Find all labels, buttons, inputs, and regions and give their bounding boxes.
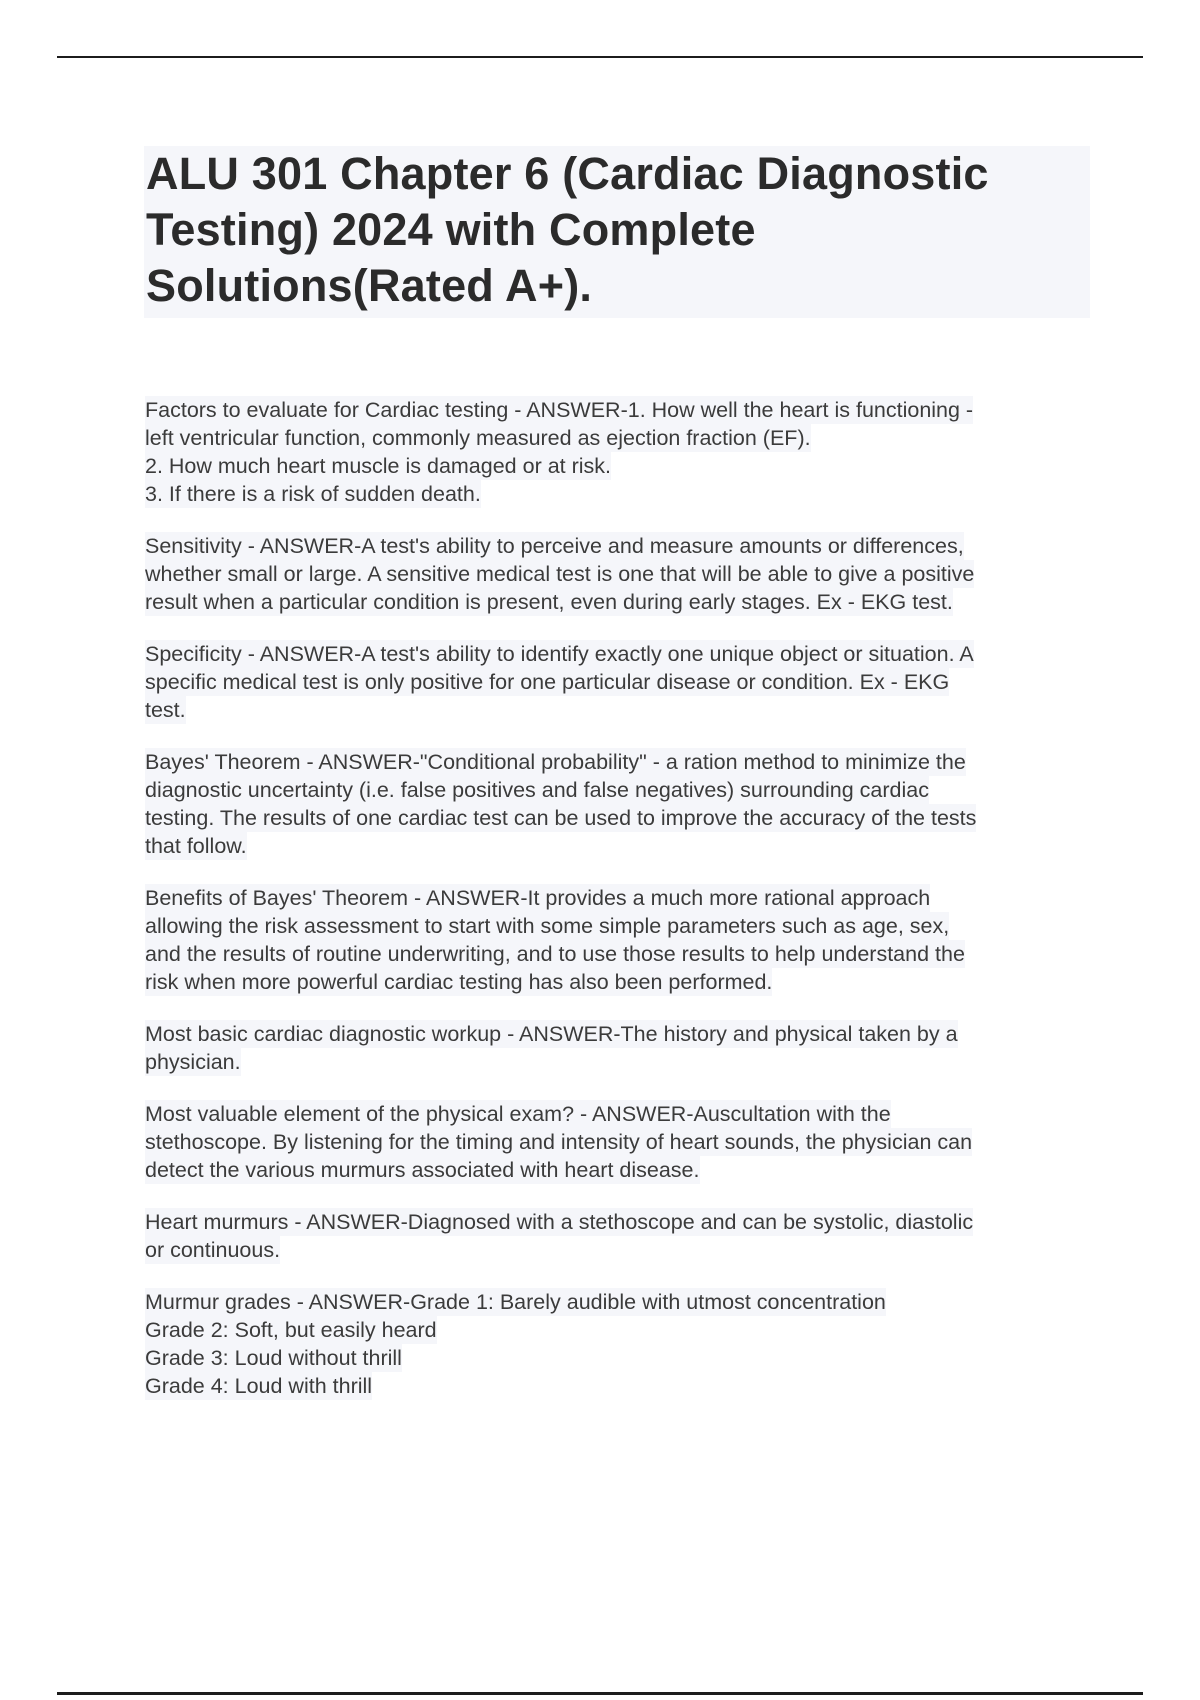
qa-entry-physical-exam [145, 1100, 1090, 1184]
qa-entry-murmur-grades [145, 1288, 1090, 1400]
qa-line: or continuous. [145, 1238, 281, 1262]
qa-line: stethoscope. By listening for the timing and intensity of heart sounds, the physician can [145, 1130, 973, 1154]
qa-line: risk when more powerful cardiac testing has also been performed. [145, 970, 773, 994]
qa-line: test. [145, 698, 186, 722]
title-line: Solutions(Rated A+). [146, 260, 593, 311]
qa-line: Bayes' Theorem - ANSWER-"Conditional probability" - a ration method to minimize the [145, 750, 966, 774]
document-title [146, 146, 1090, 314]
bottom-rule [57, 1692, 1143, 1695]
qa-line: 3. If there is a risk of sudden death. [145, 482, 481, 506]
qa-line: Factors to evaluate for Cardiac testing - ANSWER-1. How well the heart is functioning - [145, 398, 974, 422]
qa-line: Heart murmurs - ANSWER-Diagnosed with a stethoscope and can be systolic, diastolic [145, 1210, 974, 1234]
title-line: ALU 301 Chapter 6 (Cardiac Diagnostic [146, 148, 989, 199]
qa-line: Grade 2: Soft, but easily heard [145, 1318, 437, 1342]
qa-entry-cardiac-factors [145, 396, 1090, 508]
qa-line: testing. The results of one cardiac test can be used to improve the accuracy of the tests [145, 806, 977, 830]
qa-line: Sensitivity - ANSWER-A test's ability to perceive and measure amounts or differences, [145, 534, 964, 558]
qa-line: Murmur grades - ANSWER-Grade 1: Barely audible with utmost concentration [145, 1290, 886, 1314]
qa-entry-bayes-theorem [145, 748, 1090, 860]
qa-line: left ventricular function, commonly measured as ejection fraction (EF). [145, 426, 811, 450]
qa-line: Grade 4: Loud with thrill [145, 1374, 373, 1398]
document-title-block [144, 146, 1090, 318]
qa-line: whether small or large. A sensitive medical test is one that will be able to give a positive [145, 562, 975, 586]
qa-line: Most basic cardiac diagnostic workup - ANSWER-The history and physical taken by a [145, 1022, 958, 1046]
qa-entry-specificity [145, 640, 1090, 724]
qa-line: 2. How much heart muscle is damaged or at risk. [145, 454, 612, 478]
qa-line: Specificity - ANSWER-A test's ability to identify exactly one unique object or situation. A [145, 642, 974, 666]
qa-line: diagnostic uncertainty (i.e. false positives and false negatives) surrounding cardiac [145, 778, 929, 802]
qa-entry-heart-murmurs [145, 1208, 1090, 1264]
title-line: Testing) 2024 with Complete [146, 204, 756, 255]
qa-line: Most valuable element of the physical exam? - ANSWER-Auscultation with the [145, 1102, 891, 1126]
qa-line: Grade 3: Loud without thrill [145, 1346, 402, 1370]
qa-line: specific medical test is only positive for one particular disease or condition. Ex - EKG [145, 670, 950, 694]
qa-line: physician. [145, 1050, 241, 1074]
qa-list [145, 396, 1090, 1424]
top-rule [57, 56, 1143, 58]
qa-line: detect the various murmurs associated with heart disease. [145, 1158, 700, 1182]
qa-line: allowing the risk assessment to start with some simple parameters such as age, sex, [145, 914, 950, 938]
qa-line: result when a particular condition is present, even during early stages. Ex - EKG test. [145, 590, 953, 614]
qa-entry-basic-workup [145, 1020, 1090, 1076]
qa-line: that follow. [145, 834, 247, 858]
qa-line: and the results of routine underwriting, and to use those results to help understand the [145, 942, 965, 966]
qa-entry-bayes-benefits [145, 884, 1090, 996]
qa-line: Benefits of Bayes' Theorem - ANSWER-It provides a much more rational approach [145, 886, 931, 910]
qa-entry-sensitivity [145, 532, 1090, 616]
